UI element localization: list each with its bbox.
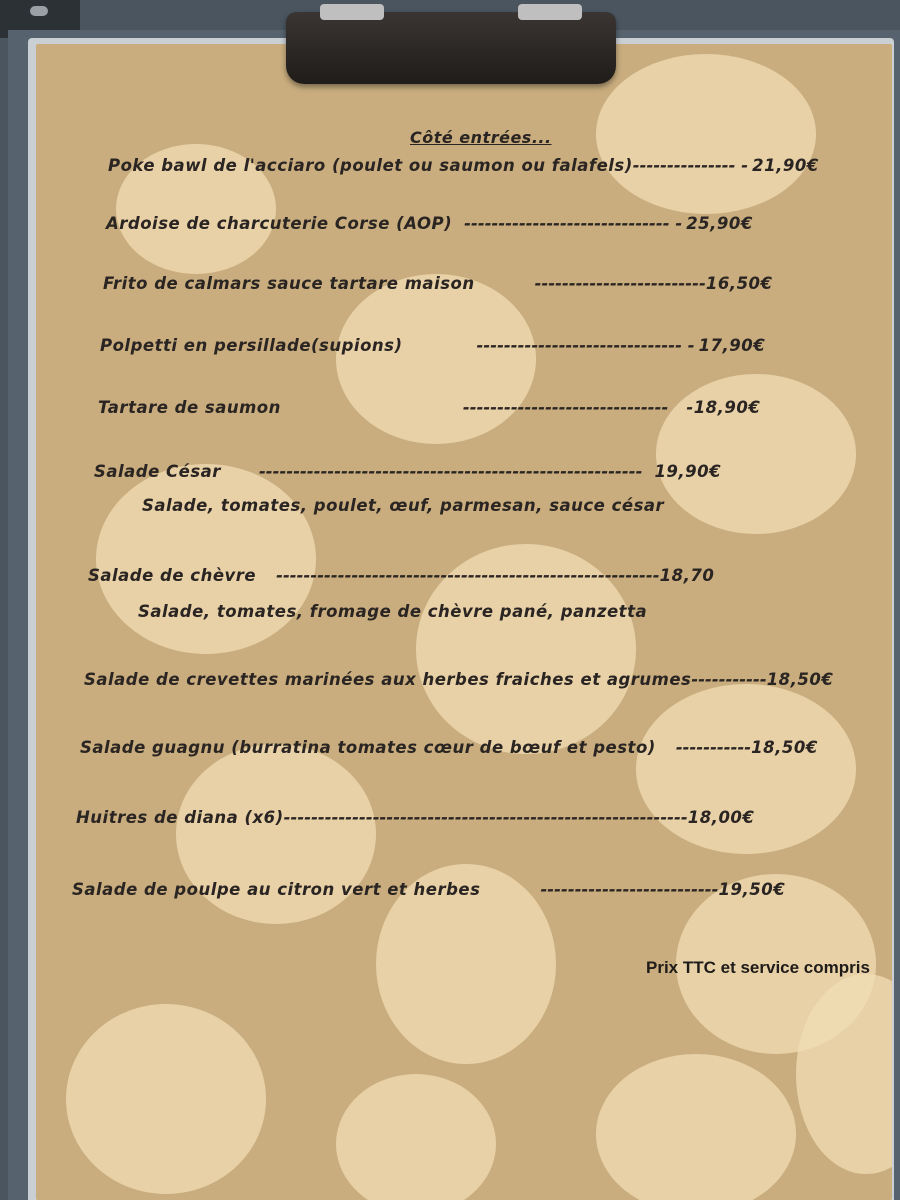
item-leader: ------------------------------ - (476, 336, 695, 355)
item-leader: ------------------------------ (462, 398, 669, 417)
item-description: Salade, tomates, fromage de chèvre pané, panzetta (138, 602, 648, 621)
item-name: Salade César (94, 462, 221, 481)
menu-item (103, 274, 773, 293)
item-leader: -------------------------------------------------------- (258, 462, 643, 481)
item-description: Salade, tomates, poulet, œuf, parmesan, sauce césar (142, 496, 665, 515)
price-note: Prix TTC et service compris (646, 958, 870, 977)
menu-item (84, 670, 833, 689)
item-name: Polpetti en persillade(supions) (100, 336, 403, 355)
item-name: Frito de calmars sauce tartare maison (103, 274, 475, 293)
menu-item (100, 336, 765, 355)
item-price: 19,90€ (654, 462, 722, 481)
item-leader: ------------------------------ - (464, 214, 683, 233)
item-name: Poke bawl de l'acciaro (poulet ou saumon ou falafels) (108, 156, 633, 175)
item-price: 18,50€ (766, 670, 834, 689)
menu-item (108, 156, 819, 175)
item-leader: ----------------------------------------------------------- (283, 808, 688, 827)
item-name: Salade guagnu (burratina tomates cœur de bœuf et pesto) (80, 738, 656, 757)
item-leader: -------------------------- (540, 880, 719, 899)
menu-title: Côté entrées... (410, 128, 552, 147)
item-name: Salade de poulpe au citron vert et herbes (72, 880, 481, 899)
item-price: 16,50€ (705, 274, 773, 293)
item-price: 21,90€ (752, 156, 819, 175)
menu-item (88, 566, 714, 585)
menu-item (94, 462, 721, 481)
item-name: Huitres de diana (x6) (76, 808, 284, 827)
item-price: 18,00€ (687, 808, 755, 827)
menu-item (98, 398, 760, 417)
item-leader: ----------- (691, 670, 767, 689)
item-price: 18,70 (659, 566, 715, 585)
menu-item (72, 880, 785, 899)
item-price: 19,50€ (718, 880, 786, 899)
item-price: 25,90€ (686, 214, 753, 233)
item-price: 18,50€ (751, 738, 818, 757)
item-name: Ardoise de charcuterie Corse (AOP) (106, 214, 453, 233)
menu-item (106, 214, 753, 233)
item-leader: -------------------------------------------------------- (276, 566, 660, 585)
item-name: Salade de chèvre (88, 566, 257, 585)
item-leader: ----------- (675, 738, 752, 757)
item-name: Salade de crevettes marinées aux herbes fraiches et agrumes (84, 670, 692, 689)
item-name: Tartare de saumon (98, 398, 281, 417)
item-leader: --------------- - (632, 156, 749, 175)
item-price: 17,90€ (698, 336, 766, 355)
menu-item (76, 808, 754, 827)
menu-item (80, 738, 818, 757)
item-leader: ------------------------- (534, 274, 706, 293)
item-price: -18,90€ (686, 398, 761, 417)
